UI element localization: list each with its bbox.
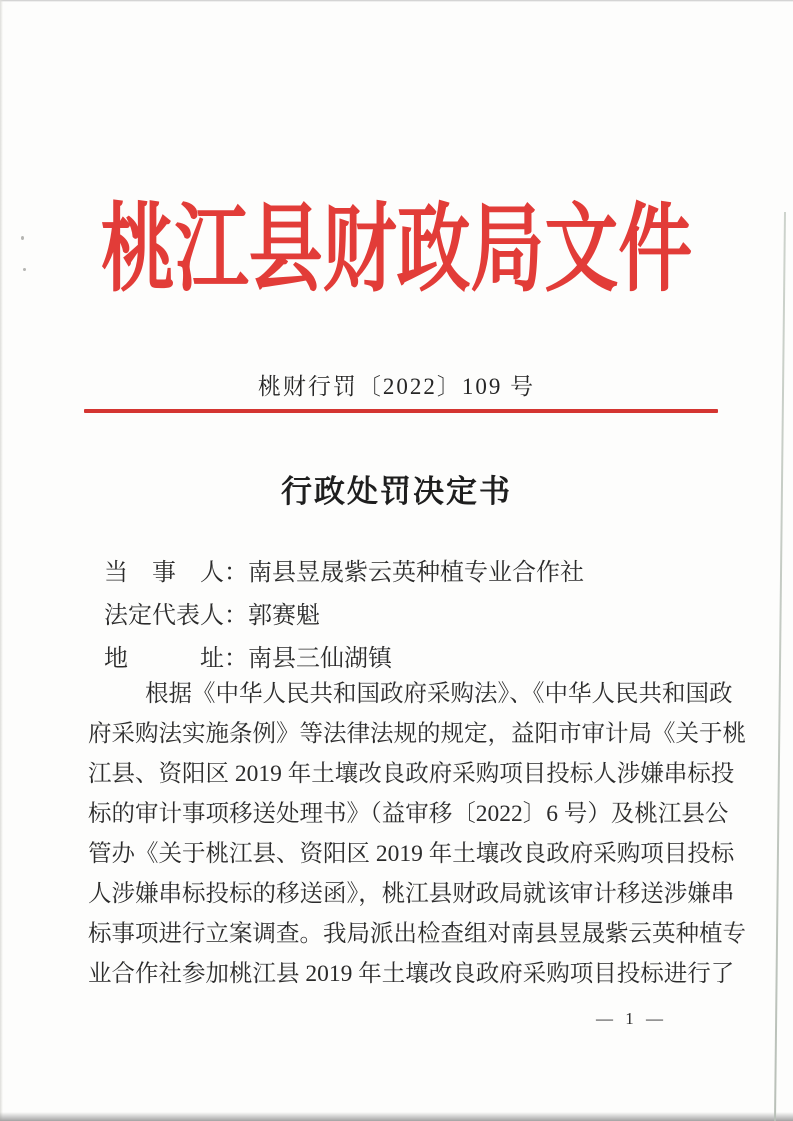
party-value: 郭赛魁: [248, 603, 320, 629]
scan-edge-top: [0, 0, 793, 2]
body-line: 业合作社参加桃江县 2019 年土壤改良政府采购项目投标进行了: [88, 961, 735, 987]
agency-letterhead-title: 桃江县财政局文件: [100, 196, 693, 303]
party-value: 南县三仙湖镇: [248, 646, 392, 672]
party-row-legal-representative: [104, 595, 723, 638]
body-line: 标事项进行立案调查。我局派出检查组对南县昱晟紫云英种植专: [88, 921, 746, 947]
scan-edge-left: [0, 0, 3, 1121]
party-info-block: [104, 552, 723, 681]
body-line: 江县、资阳区 2019 年土壤改良政府采购项目投标人涉嫌串标投: [88, 761, 735, 787]
party-label: 当 事 人：: [104, 560, 248, 586]
body-line: 管办《关于桃江县、资阳区 2019 年土壤改良政府采购项目投标: [88, 841, 735, 867]
document-number: 桃财行罚〔2022〕109 号: [257, 374, 536, 399]
party-label: 法定代表人：: [104, 603, 248, 629]
party-label: 地 址：: [104, 646, 248, 672]
page-number: — 1 —: [596, 1009, 667, 1028]
party-value: 南县昱晟紫云英种植专业合作社: [248, 560, 584, 586]
red-divider-line: [84, 409, 718, 413]
body-line: 根据《中华人民共和国政府采购法》、《中华人民共和国政: [145, 681, 733, 707]
scan-speck: [23, 268, 26, 271]
body-line: 人涉嫌串标投标的移送函》，桃江县财政局就该审计移送涉嫌串: [88, 881, 735, 907]
body-line: 标的审计事项移送处理书》（益审移〔2022〕6 号）及桃江县公: [88, 801, 729, 827]
document-title: 行政处罚决定书: [281, 474, 512, 509]
paper-edge-line: [774, 212, 786, 1121]
body-paragraph: [88, 674, 746, 994]
scan-speck: [21, 236, 24, 240]
scan-edge-bottom: [0, 1112, 793, 1121]
party-row-name: [104, 552, 723, 595]
body-line: 府采购法实施条例》等法律法规的规定，益阳市审计局《关于桃: [88, 721, 746, 747]
